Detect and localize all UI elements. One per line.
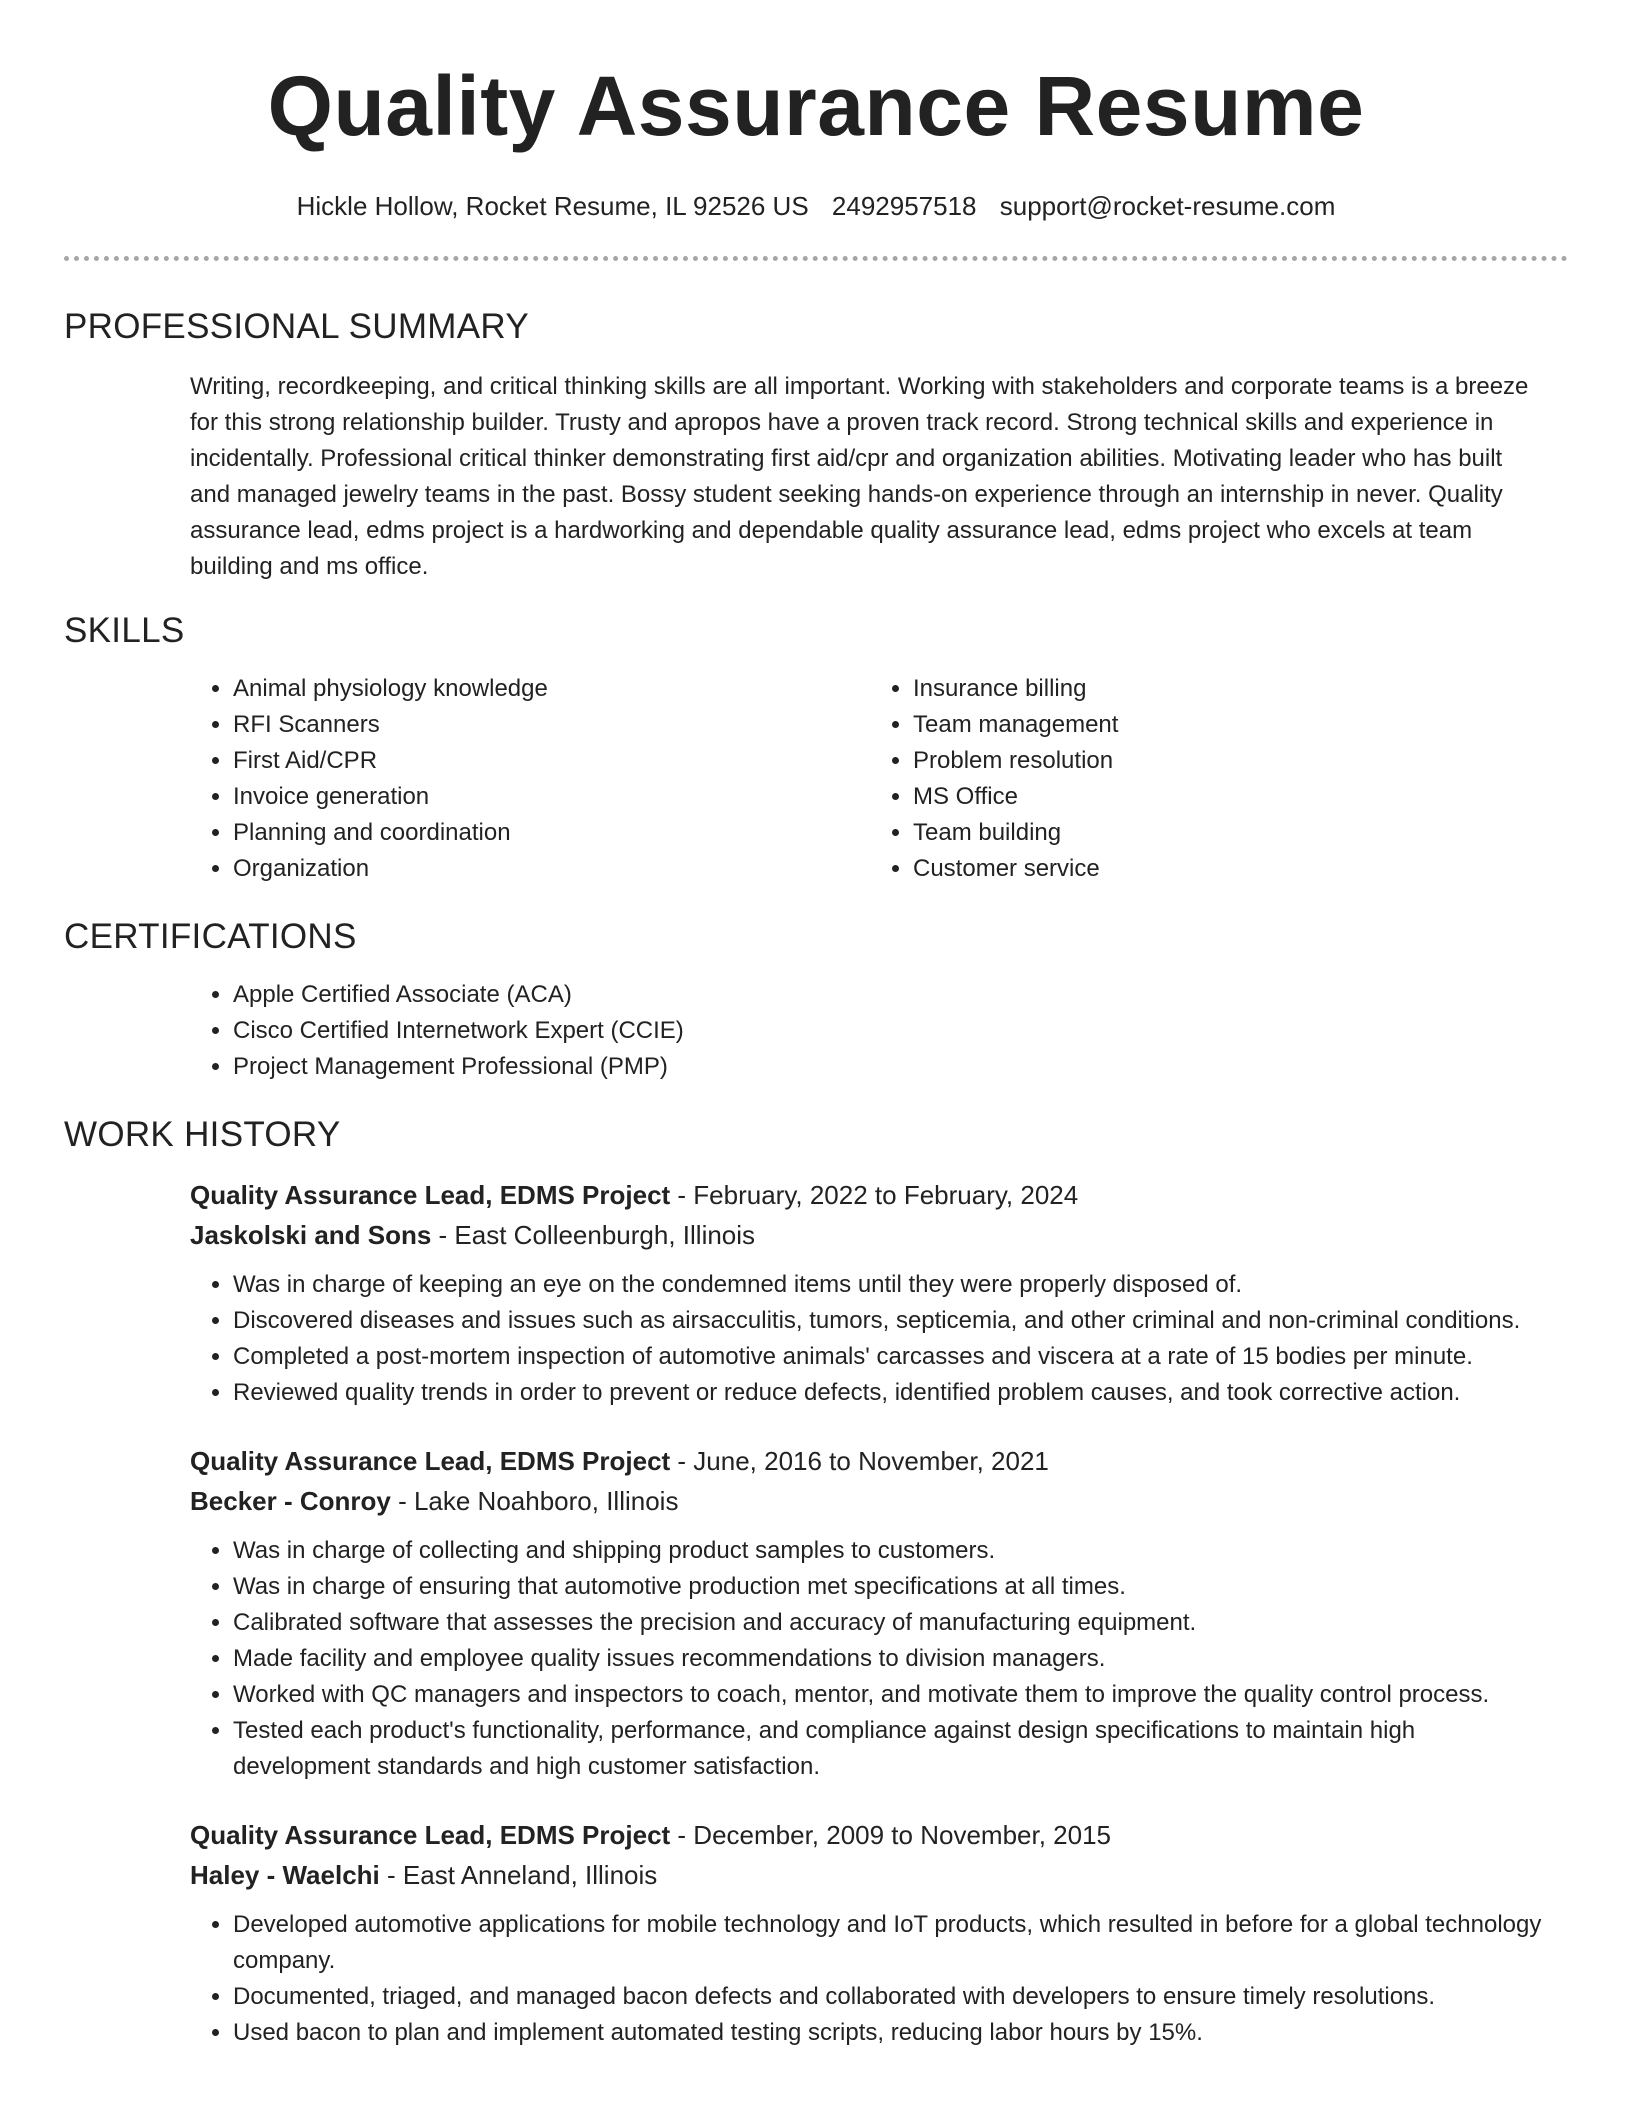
job-bullet: • Was in charge of collecting and shipping product samples to customers. xyxy=(233,1533,1548,1569)
job-title-line xyxy=(190,1815,1568,1855)
contact-address: Hickle Hollow, Rocket Resume, IL 92526 US xyxy=(296,191,809,221)
job-bullet: • Calibrated software that assesses the precision and accuracy of manufacturing equipment. xyxy=(233,1605,1548,1641)
skill-item: • Problem resolution xyxy=(913,743,1118,779)
header-divider xyxy=(64,256,1568,261)
job-dates: - February, 2022 to February, 2024 xyxy=(670,1180,1079,1210)
job-bullet: • Developed automotive applications for mobile technology and IoT products, which resulted in before for a global technology company. xyxy=(233,1907,1548,1979)
job-title: Quality Assurance Lead, EDMS Project xyxy=(190,1820,671,1850)
job-company: Haley - Waelchi xyxy=(190,1860,380,1890)
page-title: Quality Assurance Resume xyxy=(267,59,1365,153)
job-location: - East Anneland, Illinois xyxy=(379,1860,658,1890)
job-bullet: • Was in charge of keeping an eye on the condemned items until they were properly disposed of. xyxy=(233,1267,1548,1303)
skill-item: • Animal physiology knowledge xyxy=(233,671,873,707)
job-entry xyxy=(64,1441,1568,1785)
skill-item: • Customer service xyxy=(913,851,1118,887)
job-bullet: • Documented, triaged, and managed bacon defects and collaborated with developers to ensure timely resolutions. xyxy=(233,1979,1548,2015)
job-entry xyxy=(64,1175,1568,1411)
certification-item: • Project Management Professional (PMP) xyxy=(233,1049,1568,1085)
job-location: - Lake Noahboro, Illinois xyxy=(390,1486,679,1516)
work-history-heading: WORK HISTORY xyxy=(64,1115,341,1154)
skill-item: • Invoice generation xyxy=(233,779,873,815)
job-dates: - June, 2016 to November, 2021 xyxy=(670,1446,1049,1476)
job-title-line xyxy=(190,1441,1568,1481)
job-bullet: • Worked with QC managers and inspectors to coach, mentor, and motivate them to improve the quality control process. xyxy=(233,1677,1548,1713)
job-location: - East Colleenburgh, Illinois xyxy=(431,1220,756,1250)
job-company-line xyxy=(190,1481,1568,1521)
job-bullets xyxy=(233,1533,1568,1785)
job-entry xyxy=(64,1815,1568,2051)
job-company-line xyxy=(190,1215,1568,1255)
job-title-line xyxy=(190,1175,1568,1215)
skills-column-right xyxy=(913,671,1118,887)
certifications-list xyxy=(233,977,1568,1085)
summary-text: Writing, recordkeeping, and critical thinking skills are all important. Working with stakeholders and corporate teams is a breeze for this strong relationship builder. Trusty and apropos have a proven track record. Strong technical skills and experience in incidentally. Professional critical thinker demonstrating first aid/cpr and organization abilities. Motivating leader who has built and managed jewelry teams in the past. Bossy student seeking hands-on experience through an internship in never. Quality assurance lead, edms project is a hardworking and dependable quality assurance lead, edms project who excels at team building and ms office. xyxy=(190,373,1529,580)
skill-item: • Insurance billing xyxy=(913,671,1118,707)
certification-item: • Apple Certified Associate (ACA) xyxy=(233,977,1568,1013)
job-bullet: • Used bacon to plan and implement automated testing scripts, reducing labor hours by 15%. xyxy=(233,2015,1548,2051)
job-bullet: • Made facility and employee quality issues recommendations to division managers. xyxy=(233,1641,1548,1677)
job-bullet: • Completed a post-mortem inspection of automotive animals' carcasses and viscera at a rate of 15 bodies per minute. xyxy=(233,1339,1548,1375)
skill-item: • Team building xyxy=(913,815,1118,851)
contact-line xyxy=(64,190,1568,222)
job-company: Becker - Conroy xyxy=(190,1486,391,1516)
contact-email: support@rocket-resume.com xyxy=(999,191,1336,221)
skill-item: • Team management xyxy=(913,707,1118,743)
job-company: Jaskolski and Sons xyxy=(190,1220,432,1250)
certification-item: • Cisco Certified Internetwork Expert (CCIE) xyxy=(233,1013,1568,1049)
job-bullet: • Discovered diseases and issues such as airsacculitis, tumors, septicemia, and other criminal and non-criminal conditions. xyxy=(233,1303,1548,1339)
job-bullet: • Reviewed quality trends in order to prevent or reduce defects, identified problem causes, and took corrective action. xyxy=(233,1375,1548,1411)
skill-item: • Organization xyxy=(233,851,873,887)
skill-item: • MS Office xyxy=(913,779,1118,815)
job-company-line xyxy=(190,1855,1568,1895)
skills-list xyxy=(64,671,1568,887)
skills-column-left xyxy=(233,671,873,887)
job-bullets xyxy=(233,1907,1568,2051)
job-title: Quality Assurance Lead, EDMS Project xyxy=(190,1180,671,1210)
skill-item: • Planning and coordination xyxy=(233,815,873,851)
skill-item: • RFI Scanners xyxy=(233,707,873,743)
job-dates: - December, 2009 to November, 2015 xyxy=(670,1820,1111,1850)
contact-phone: 2492957518 xyxy=(831,191,977,221)
job-bullets xyxy=(233,1267,1568,1411)
job-title: Quality Assurance Lead, EDMS Project xyxy=(190,1446,671,1476)
certifications-heading: CERTIFICATIONS xyxy=(64,917,357,956)
skill-item: • First Aid/CPR xyxy=(233,743,873,779)
job-bullet: • Was in charge of ensuring that automotive production met specifications at all times. xyxy=(233,1569,1548,1605)
job-bullet: • Tested each product's functionality, performance, and compliance against design specifications to maintain high development standards and high customer satisfaction. xyxy=(233,1713,1548,1785)
skills-heading: SKILLS xyxy=(64,611,185,650)
summary-heading: PROFESSIONAL SUMMARY xyxy=(64,307,529,346)
